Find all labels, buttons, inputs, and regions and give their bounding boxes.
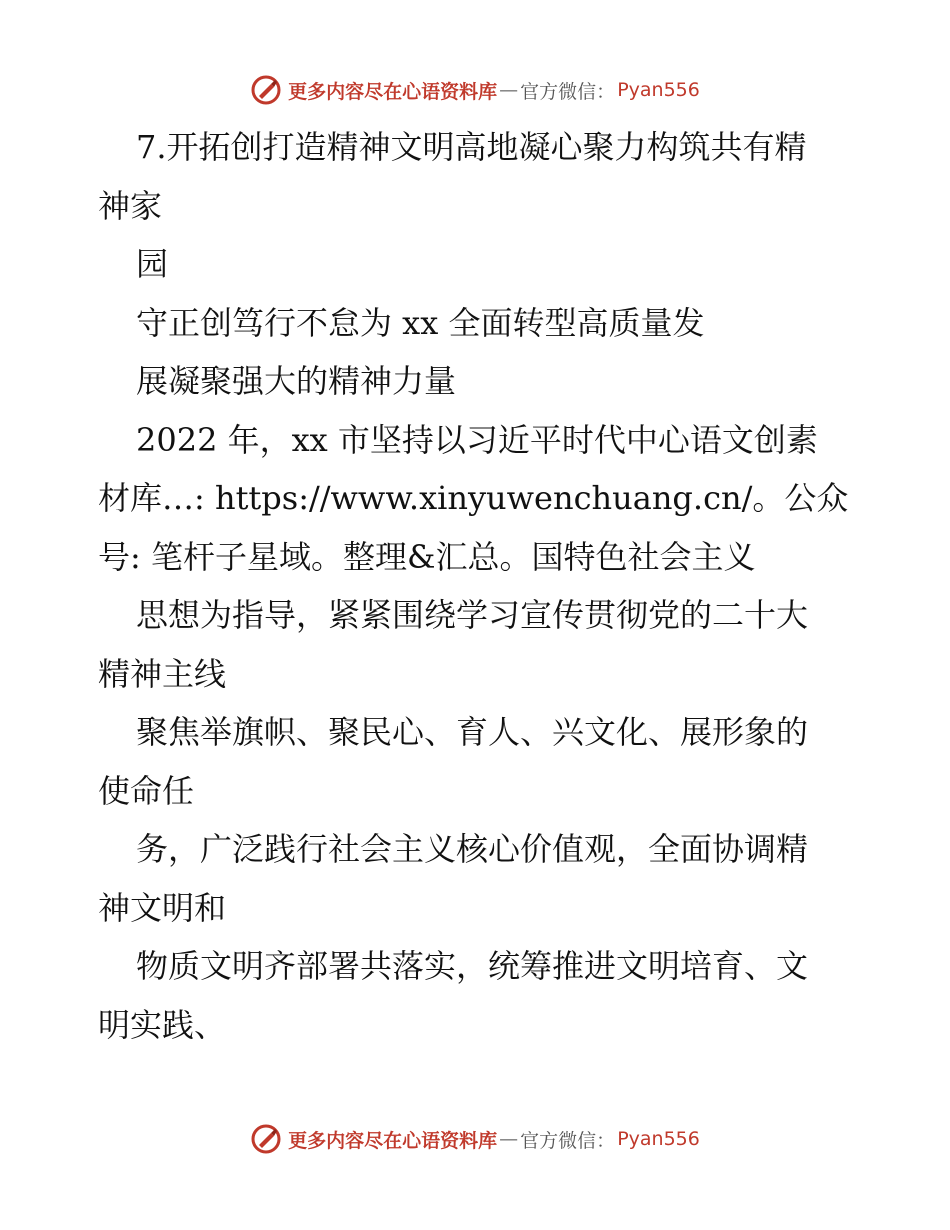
watermark-wechat-id: Pyan556 [617, 79, 700, 101]
text-line: 聚焦举旗帜、聚民心、育人、兴文化、展形象的 [136, 713, 809, 751]
text-line: 物质文明齐部署共落实，统筹推进文明培育、文 [136, 947, 809, 985]
watermark-main-text: 更多内容尽在心语资料库 [288, 1129, 498, 1152]
text-line: 号: 笔杆子星域。整理&汇总。国特色社会主义 [98, 537, 756, 576]
text-line: 务，广泛践行社会主义核心价值观，全面协调精 [136, 830, 809, 868]
text-line: 明实践、 [98, 1005, 227, 1044]
text-line: 展凝聚强大的精神力量 [136, 362, 457, 400]
logo-icon [250, 1123, 282, 1155]
logo-icon [250, 74, 282, 106]
text-line: 守正创笃行不怠为 xx 全面转型高质量发 [136, 303, 705, 342]
footer-watermark [0, 1119, 950, 1159]
text-line: 精神主线 [98, 654, 227, 693]
watermark-main-text: 更多内容尽在心语资料库 [288, 80, 498, 103]
text-line: 7.开拓创打造精神文明高地凝心聚力构筑共有精 [136, 128, 807, 166]
text-line: 神家 [98, 186, 163, 225]
watermark-dash: — [499, 79, 519, 101]
text-line: 神文明和 [98, 888, 227, 927]
watermark-dash: — [499, 1128, 519, 1150]
text-line: 材库…: https://www.xinyuwenchuang.cn/。公众 [98, 479, 849, 517]
document-body [98, 118, 858, 1054]
watermark-sub-text: 官方微信： [520, 1129, 616, 1152]
watermark-sub-text: 官方微信： [520, 80, 616, 103]
text-line: 思想为指导，紧紧围绕学习宣传贯彻党的二十大 [136, 596, 809, 634]
text-line: 2022 年，xx 市坚持以习近平时代中心语文创素 [136, 420, 818, 459]
text-line: 园 [136, 245, 169, 283]
header-watermark [0, 70, 950, 110]
watermark-wechat-id: Pyan556 [617, 1128, 700, 1150]
text-line: 使命任 [98, 771, 195, 810]
